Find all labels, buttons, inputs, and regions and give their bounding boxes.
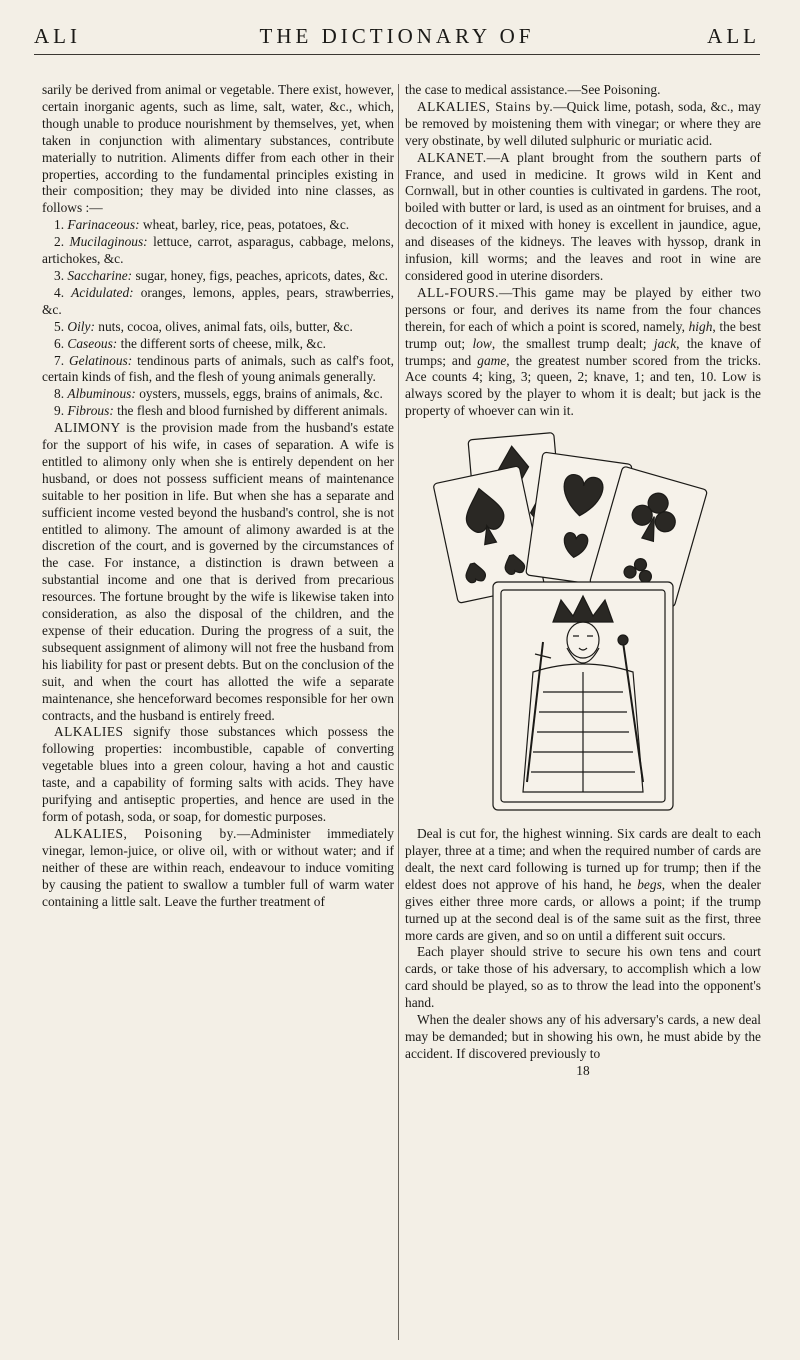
class-item: 7. Gelatinous: tendinous parts of animals, such as calf's foot, certain kinds of fish, and the flesh of young animals generally. bbox=[42, 352, 394, 385]
right-column bbox=[405, 82, 761, 1080]
running-header bbox=[34, 24, 760, 55]
header-left: ALI bbox=[34, 24, 81, 48]
entry-alkalies-stains: ALKALIES, Stains by.—Quick lime, potash, soda, &c., may be removed by moistening them with vinegar; or where they are very obstinate, by well diluted sulphuric or muriatic acid. bbox=[405, 98, 762, 148]
class-item: 3. Saccharine: sugar, honey, figs, peaches, apricots, dates, &c. bbox=[54, 267, 389, 283]
left-column bbox=[42, 82, 394, 910]
king-card-icon bbox=[493, 582, 673, 810]
class-item: 1. Farinaceous: wheat, barley, rice, peas, potatoes, &c. bbox=[54, 217, 350, 233]
header-title: THE DICTIONARY OF bbox=[259, 24, 535, 48]
class-item: 9. Fibrous: the flesh and blood furnished by different animals. bbox=[54, 403, 388, 419]
entry-all-fours: ALL-FOURS.—This game may be played by either two persons or four, and derives its name from the four chances therein, for each of which a point is scored, namely, high, the best trump out; low, the smallest trump dealt; jack, the knave of trumps; and game, the greatest number scored from the tricks. Ace counts 4; king, 3; queen, 2; knave, 1; and ten, 10. Low is always scored by the player to whom it is dealt; but jack is the property of whoever can win it. bbox=[405, 284, 761, 419]
entry-alkanet: ALKANET.—A plant brought from the southern parts of France, and used in medicine. It grows wild in Kent and Cornwall, but in other counties is cultivated in gardens. The root, boiled with butter or lard, is used as an ointment for bruises, and a decoction of it mixed with honey is excellent in jaundice, ague, and diseases of the kidneys. The leaves with hyssop, drank in infusion, kill worms; and the leaves and root in wine are considered good in uterine disorders. bbox=[405, 149, 761, 283]
class-item: 8. Albuminous: oysters, mussels, eggs, brains of animals, &c. bbox=[54, 386, 383, 402]
entry-all-fours-deal: Deal is cut for, the highest winning. Six cards are dealt to each player, three at a time; and when the required number of cards are dealt, the next card following is turned up for trump; then if the eldest does not approve of his hand, he begs, when the dealer gives either three more cards, or allows a point; if the trump turned up at the second deal is of the same suit as the first, three more cards are given, and so on until a different suit occurs. bbox=[405, 826, 761, 943]
headword: ALKANET. bbox=[417, 149, 487, 165]
column-divider bbox=[398, 84, 399, 1340]
entry-alimony: ALIMONY is the provision made from the husband's estate for the support of his wife, in cases of separation. A wife is entitled to alimony only when she is entirely dependent on her husband, or does not possess sufficient means of maintenance suitable to her position in life. But when she has a separate and sufficient income vested beyond the husband's control, she is not entitled to alimony. The amount of alimony awarded is at the discretion of the court, and is governed by the circumstances of the case. For instance, a distinction is drawn between a substantial income and one that is derived from precarious resources. The fortune brought by the wife is likewise taken into consideration, as also the disposal of the children, and the expense of their education. During the progress of a suit, the subsequent assignment of alimony will not free the husband from his liability for past or present debts. But on the conclusion of the suit, and when the court has allotted the wife a separate maintenance, she henceforward becomes responsible for her own contracts, and the husband is entirely freed. bbox=[42, 420, 394, 723]
headword: ALKALIES bbox=[54, 724, 124, 740]
aliment-classes bbox=[42, 217, 394, 420]
class-item: 5. Oily: nuts, cocoa, olives, animal fats, oils, butter, &c. bbox=[54, 318, 353, 334]
entry-alkalies: ALKALIES signify those substances which possess the following properties: incombustible, capable of converting vegetable blues into a green colour, having a hot and caustic taste, and a capability of forming salts with acids. They have purifying and antiseptic properties, and hence are used in the form of potash, soda, or soap, for domestic purposes. bbox=[42, 724, 394, 824]
headword: ALIMONY bbox=[54, 420, 121, 436]
headword: ALL-FOURS. bbox=[417, 284, 500, 300]
entry-alkalies-poisoning: ALKALIES, Poisoning by.—Administer immediately vinegar, lemon-juice, or olive oil, with or without water; and if neither of these are within reach, endeavour to induce vomiting by causing the patient to swallow a tumbler full of warm water containing a little salt. Leave the further treatment of bbox=[42, 825, 394, 909]
entry-all-fours-when: When the dealer shows any of his adversary's cards, a new deal may be demanded; but in showing his own, he must abide by the accident. If discovered previously to bbox=[405, 1012, 761, 1061]
entry-continuation: the case to medical assistance.—See Poisoning. bbox=[405, 82, 661, 97]
class-item: 2. Mucilaginous: lettuce, carrot, asparagus, cabbage, melons, artichokes, &c. bbox=[42, 234, 394, 267]
headword: ALKALIES, Poisoning by. bbox=[54, 825, 237, 841]
headword: ALKALIES, Stains by. bbox=[417, 98, 554, 114]
header-right: ALL bbox=[707, 24, 760, 48]
class-item: 4. Acidulated: oranges, lemons, apples, pears, strawberries, &c. bbox=[42, 284, 394, 317]
page-number: 18 bbox=[576, 1062, 590, 1078]
aliment-intro: sarily be derived from animal or vegetable. There exist, however, certain inorganic agents, such as lime, salt, water, &c., which, though unable to produce nourishment by themselves, yet, when taken in conjunction with alimentary substances, contribute materially to nutrition. Aliments differ from each other in their properties, according to the fundamental principles existing in their composition; they may be divided into nine classes, as follows :— bbox=[42, 82, 394, 216]
class-item: 6. Caseous: the different sorts of cheese, milk, &c. bbox=[54, 335, 326, 351]
entry-all-fours-each: Each player should strive to secure his own tens and court cards, or take those of his adversary, to accomplish which a low card should be played, so as to throw the lead into the opponent's hand. bbox=[405, 944, 761, 1011]
playing-cards-illustration bbox=[413, 432, 753, 816]
